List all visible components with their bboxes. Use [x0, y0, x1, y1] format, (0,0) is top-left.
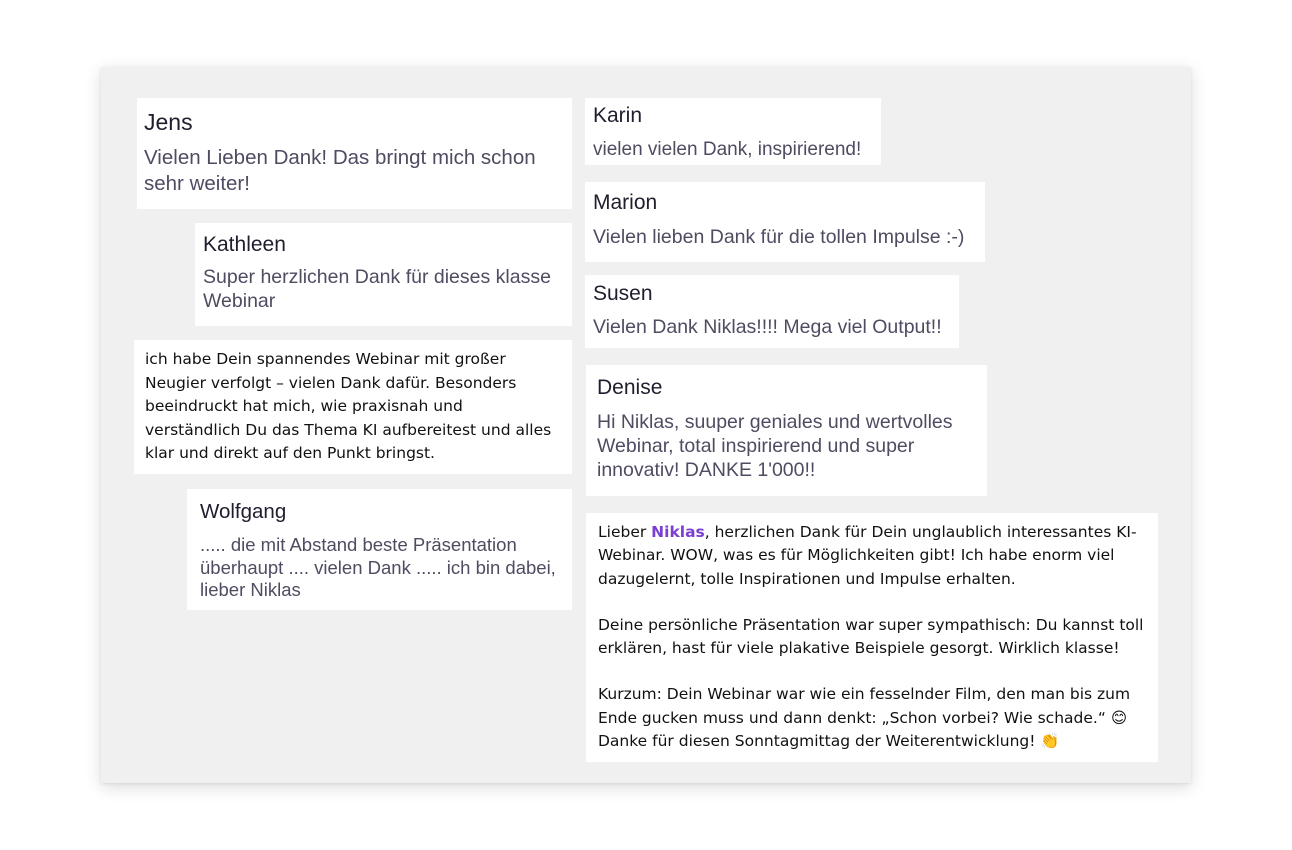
testimonial-text: Vielen Dank Niklas!!!! Mega viel Output!! — [593, 316, 942, 338]
testimonial-paragraph-3 — [598, 683, 1146, 730]
testimonial-card-anonymous — [134, 340, 572, 474]
highlighted-name: Niklas — [651, 523, 705, 541]
smile-emoji-icon: 😊 — [1110, 708, 1127, 727]
testimonial-card-marion — [585, 182, 985, 262]
author-name: Susen — [593, 282, 653, 305]
testimonial-card-wolfgang — [187, 489, 572, 610]
testimonial-card-susen — [585, 275, 959, 348]
author-name: Kathleen — [203, 233, 286, 256]
author-name: Marion — [593, 191, 658, 214]
testimonial-card-long — [586, 513, 1158, 762]
testimonial-card-denise — [586, 365, 987, 496]
testimonial-text: ich habe Dein spannendes Webinar mit großer Neugier verfolgt – vielen Dank dafür. Besonders beeindruckt hat mich, wie praxisnah und verständlich Du das Thema KI aufbereitest und alles klar und direkt auf den Punkt bringst. — [145, 350, 552, 462]
testimonial-card-karin — [585, 98, 881, 165]
paragraph-text: , herzlichen Dank für Dein unglaublich interessantes KI-Webinar. WOW, was es für Möglichkeiten gibt! Ich habe enorm viel dazugelernt, tolle Inspirationen und Impulse erhalten. — [598, 523, 1137, 588]
author-name: Jens — [144, 109, 193, 135]
testimonial-text: ..... die mit Abstand beste Präsentation überhaupt .... vielen Dank ..... ich bin dabei, lieber Niklas — [200, 534, 556, 600]
author-name: Wolfgang — [200, 500, 287, 523]
clapping-hands-emoji-icon: 👏 — [1040, 732, 1060, 751]
testimonial-paragraph-1 — [598, 521, 1146, 591]
testimonial-card-kathleen — [195, 223, 572, 326]
testimonial-text: Super herzlichen Dank für dieses klasse Webinar — [203, 266, 551, 312]
greeting-prefix: Lieber — [598, 523, 652, 541]
testimonial-paragraph-2: Deine persönliche Präsentation war super sympathisch: Du kannst toll erklären, hast für viele plakative Beispiele gesorgt. Wirklich klasse! — [598, 615, 1144, 658]
paragraph-text: Danke für diesen Sonntagmittag der Weiterentwicklung! — [598, 732, 1036, 751]
testimonial-paragraph-4 — [598, 730, 1146, 753]
testimonial-text: Vielen Lieben Dank! Das bringt mich schon sehr weiter! — [144, 146, 536, 195]
testimonial-text: vielen vielen Dank, inspirierend! — [593, 139, 862, 160]
author-name: Karin — [593, 104, 643, 127]
testimonial-card-jens — [137, 98, 572, 209]
paragraph-text: Kurzum: Dein Webinar war wie ein fesselnder Film, den man bis zum Ende gucken muss und dann denkt: „Schon vorbei? Wie schade.“ — [598, 685, 1131, 727]
testimonial-text: Vielen lieben Dank für die tollen Impulse :-) — [593, 226, 965, 248]
testimonial-text: Hi Niklas, suuper geniales und wertvolles Webinar, total inspirierend und super innovativ! DANKE 1'000!! — [597, 411, 953, 481]
author-name: Denise — [597, 376, 663, 399]
